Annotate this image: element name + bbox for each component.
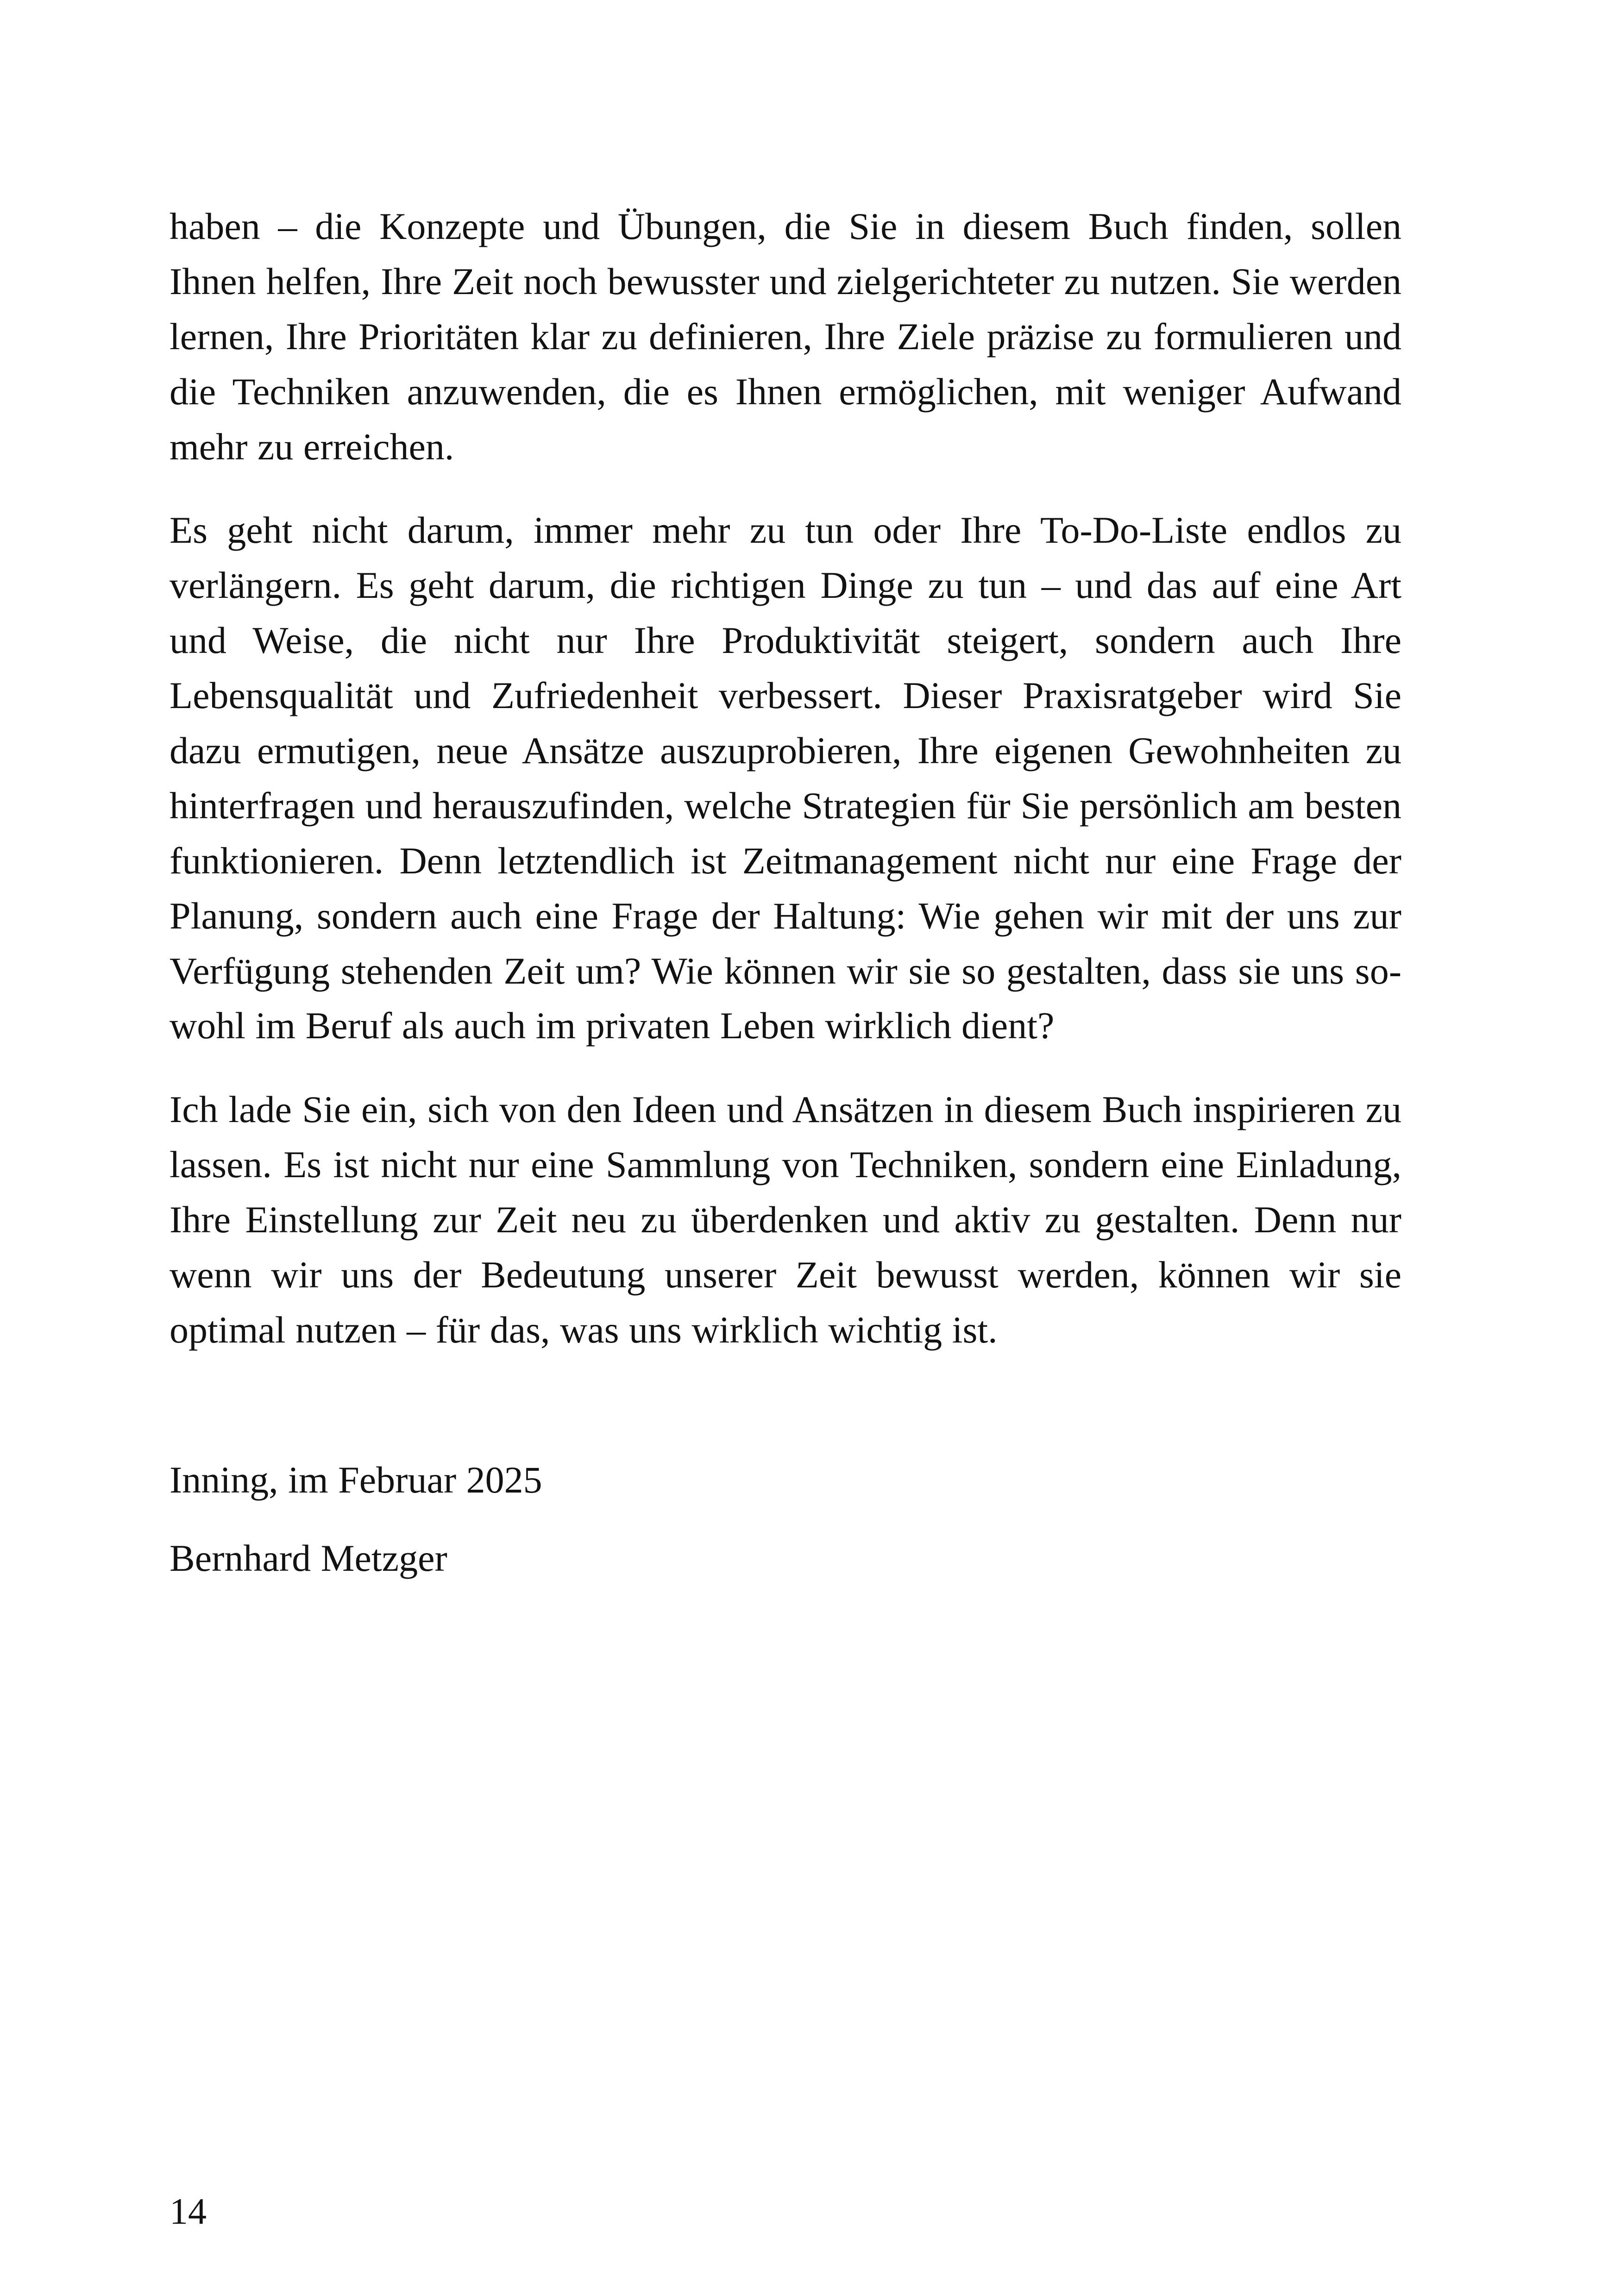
preface-text-block: [170, 199, 1401, 1586]
body-paragraph-3: Ich lade Sie ein, sich von den Ideen und Ansätzen in diesem Buch inspirieren zu lassen. Es ist nicht nur eine Sammlung von Techniken, sondern eine Einladung, Ihre Einstellung zur Zeit neu zu überdenken und aktiv zu gestalten. Denn nur wenn wir uns der Bedeutung unserer Zeit bewusst werden, können wir sie optimal nutzen – für das, was uns wirklich wichtig ist.: [170, 1088, 1401, 1351]
author-signature: Bernhard Metzger: [170, 1537, 447, 1579]
body-paragraph-2: Es geht nicht darum, immer mehr zu tun oder Ihre To-Do-Liste endlos zu verlängern. Es geht darum, die richtigen Dinge zu tun – und das auf eine Art und Weise, die nicht nur Ihre Produktivität steigert, sondern auch Ihre Lebensqualität und Zufriedenheit verbessert. Dieser Praxisratgeber wird Sie dazu ermutigen, neue Ansätze auszuprobieren, Ihre eigenen Gewohnheiten zu hinterfragen und herauszufinden, welche Strategien für Sie persönlich am besten funktionieren. Denn letztendlich ist Zeitmanagement nicht nur eine Frage der Planung, sondern auch eine Frage der Haltung: Wie gehen wir mit der uns zur Verfügung stehenden Zeit um? Wie können wir sie so gestalten, dass sie uns sowohl im Beruf als auch im privaten Leben wirklich dient?: [170, 509, 1401, 1047]
date-place-line: Inning, im Februar 2025: [170, 1458, 542, 1501]
page-number: 14: [170, 2191, 207, 2232]
body-paragraph-1: haben – die Konzepte und Übungen, die Sie in diesem Buch finden, sollen Ihnen helfen, Ihre Zeit noch bewusster und zielgerichteter zu nutzen. Sie werden lernen, Ihre Prioritäten klar zu definieren, Ihre Ziele präzise zu formulieren und die Techniken anzuwenden, die es Ihnen ermöglichen, mit weniger Aufwand mehr zu erreichen.: [170, 205, 1401, 468]
